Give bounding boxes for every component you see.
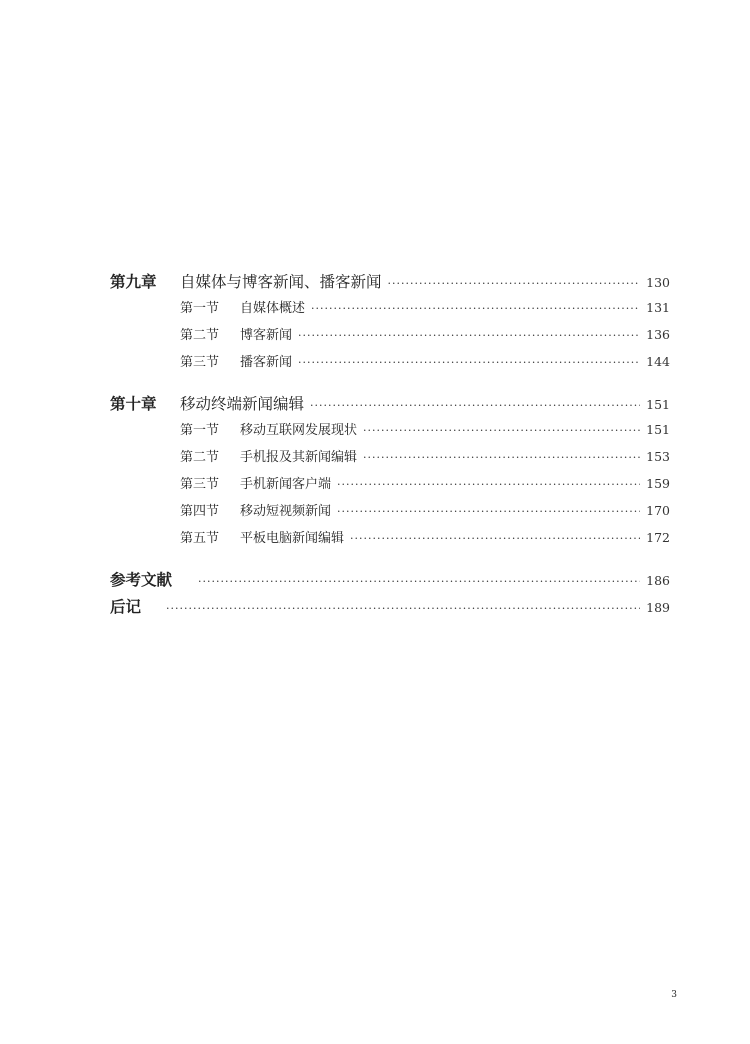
- page-ref: 151: [646, 422, 670, 437]
- dot-leader: [166, 602, 640, 615]
- page-ref: 186: [646, 573, 670, 588]
- chapter-entry[interactable]: [110, 392, 670, 419]
- page-ref: 159: [646, 476, 670, 491]
- section-title: 移动互联网发展现状: [240, 423, 358, 438]
- section-title: 博客新闻: [240, 328, 293, 343]
- dot-leader: [350, 532, 640, 545]
- dot-leader: [298, 329, 640, 342]
- section-entry[interactable]: [110, 324, 670, 351]
- dot-leader: [198, 575, 640, 588]
- section-title: 自媒体概述: [240, 301, 306, 316]
- chapter-number: 第九章: [110, 273, 157, 291]
- table-of-contents: [110, 270, 670, 622]
- chapter-title: 移动终端新闻编辑: [180, 395, 305, 413]
- page-ref: 144: [646, 354, 670, 369]
- page-ref: 153: [646, 449, 670, 464]
- page-ref: 130: [646, 275, 670, 290]
- dot-leader: [311, 302, 640, 315]
- section-number: 第三节: [180, 477, 220, 492]
- section-number: 第二节: [180, 328, 220, 343]
- page-ref: 170: [646, 503, 670, 518]
- dot-leader: [363, 424, 640, 437]
- section-number: 第四节: [180, 504, 220, 519]
- section-title: 平板电脑新闻编辑: [240, 531, 345, 546]
- references-title: 参考文献: [110, 571, 173, 589]
- section-title: 播客新闻: [240, 355, 293, 370]
- page-ref: 151: [646, 397, 670, 412]
- chapter-entry[interactable]: [110, 270, 670, 297]
- section-number: 第二节: [180, 450, 220, 465]
- section-title: 手机报及其新闻编辑: [240, 450, 358, 465]
- page-ref: 172: [646, 530, 670, 545]
- dot-leader: [337, 505, 640, 518]
- section-entry[interactable]: [110, 446, 670, 473]
- dot-leader: [298, 356, 640, 369]
- postscript-title: 后记: [110, 598, 142, 616]
- dot-leader: [388, 277, 640, 290]
- section-entry[interactable]: [110, 419, 670, 446]
- chapter-number: 第十章: [110, 395, 157, 413]
- section-title: 移动短视频新闻: [240, 504, 332, 519]
- section-number: 第一节: [180, 301, 220, 316]
- dot-leader: [363, 451, 640, 464]
- postscript-entry[interactable]: [110, 595, 670, 622]
- page-ref: 131: [646, 300, 670, 315]
- dot-leader: [337, 478, 640, 491]
- section-number: 第三节: [180, 355, 220, 370]
- chapter-title: 自媒体与博客新闻、播客新闻: [180, 273, 382, 291]
- page-ref: 136: [646, 327, 670, 342]
- section-entry[interactable]: [110, 473, 670, 500]
- section-number: 第一节: [180, 423, 220, 438]
- references-entry[interactable]: [110, 568, 670, 595]
- section-entry[interactable]: [110, 297, 670, 324]
- page-number: 3: [671, 990, 677, 1000]
- section-number: 第五节: [180, 531, 220, 546]
- dot-leader: [310, 399, 640, 412]
- section-entry[interactable]: [110, 527, 670, 554]
- section-title: 手机新闻客户端: [240, 477, 332, 492]
- section-entry[interactable]: [110, 351, 670, 378]
- section-entry[interactable]: [110, 500, 670, 527]
- page-ref: 189: [646, 600, 670, 615]
